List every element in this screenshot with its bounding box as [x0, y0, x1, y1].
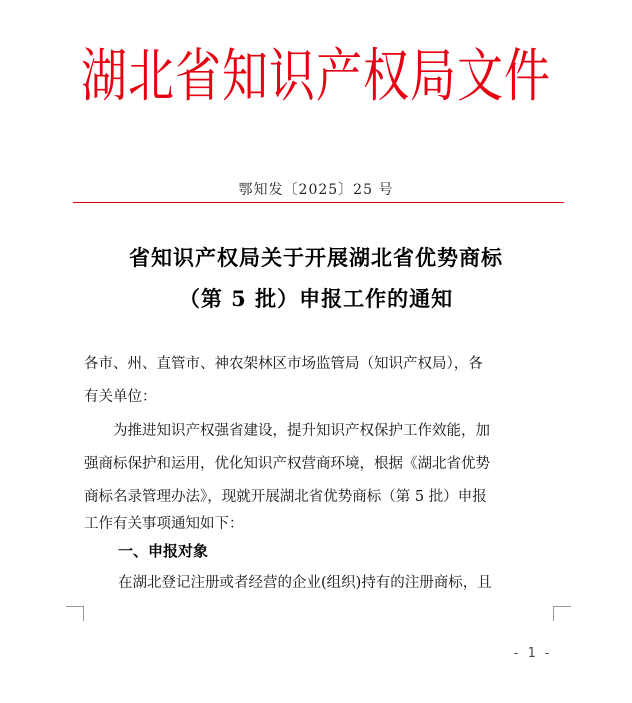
notice-title-line-1: 省知识产权局关于开展湖北省优势商标: [129, 245, 503, 270]
red-separator-line: [73, 202, 564, 203]
document-header-title: 湖北省知识产权局文件: [81, 41, 551, 110]
page-number: - 1 -: [512, 646, 552, 661]
paragraph-line: 强商标保护和运用，优化知识产权营商环境，根据《湖北省优势: [84, 456, 490, 472]
paragraph-line: 为推进知识产权强省建设，提升知识产权保护工作效能，加: [84, 423, 490, 439]
margin-corner-mark-left: [66, 606, 84, 621]
addressee-line-1: 各市、州、直管市、神农架林区市场监管局（知识产权局），各: [84, 356, 483, 372]
margin-corner-mark-right: [553, 606, 571, 621]
section-heading-applicants: 一、申报对象: [118, 542, 209, 560]
paragraph-line: 商标名录管理办法》，现就开展湖北省优势商标（第 5 批）申报: [84, 489, 487, 505]
notice-title-line-2: （第 5 批）申报工作的通知: [178, 286, 454, 311]
paragraph-line: 在湖北登记注册或者经营的企业(组织)持有的注册商标，且: [118, 575, 492, 591]
document-number: 鄂知发〔2025〕25 号: [238, 182, 394, 198]
addressee-line-2: 有关单位：: [84, 389, 157, 405]
paragraph-line: 工作有关事项通知如下：: [84, 516, 244, 532]
